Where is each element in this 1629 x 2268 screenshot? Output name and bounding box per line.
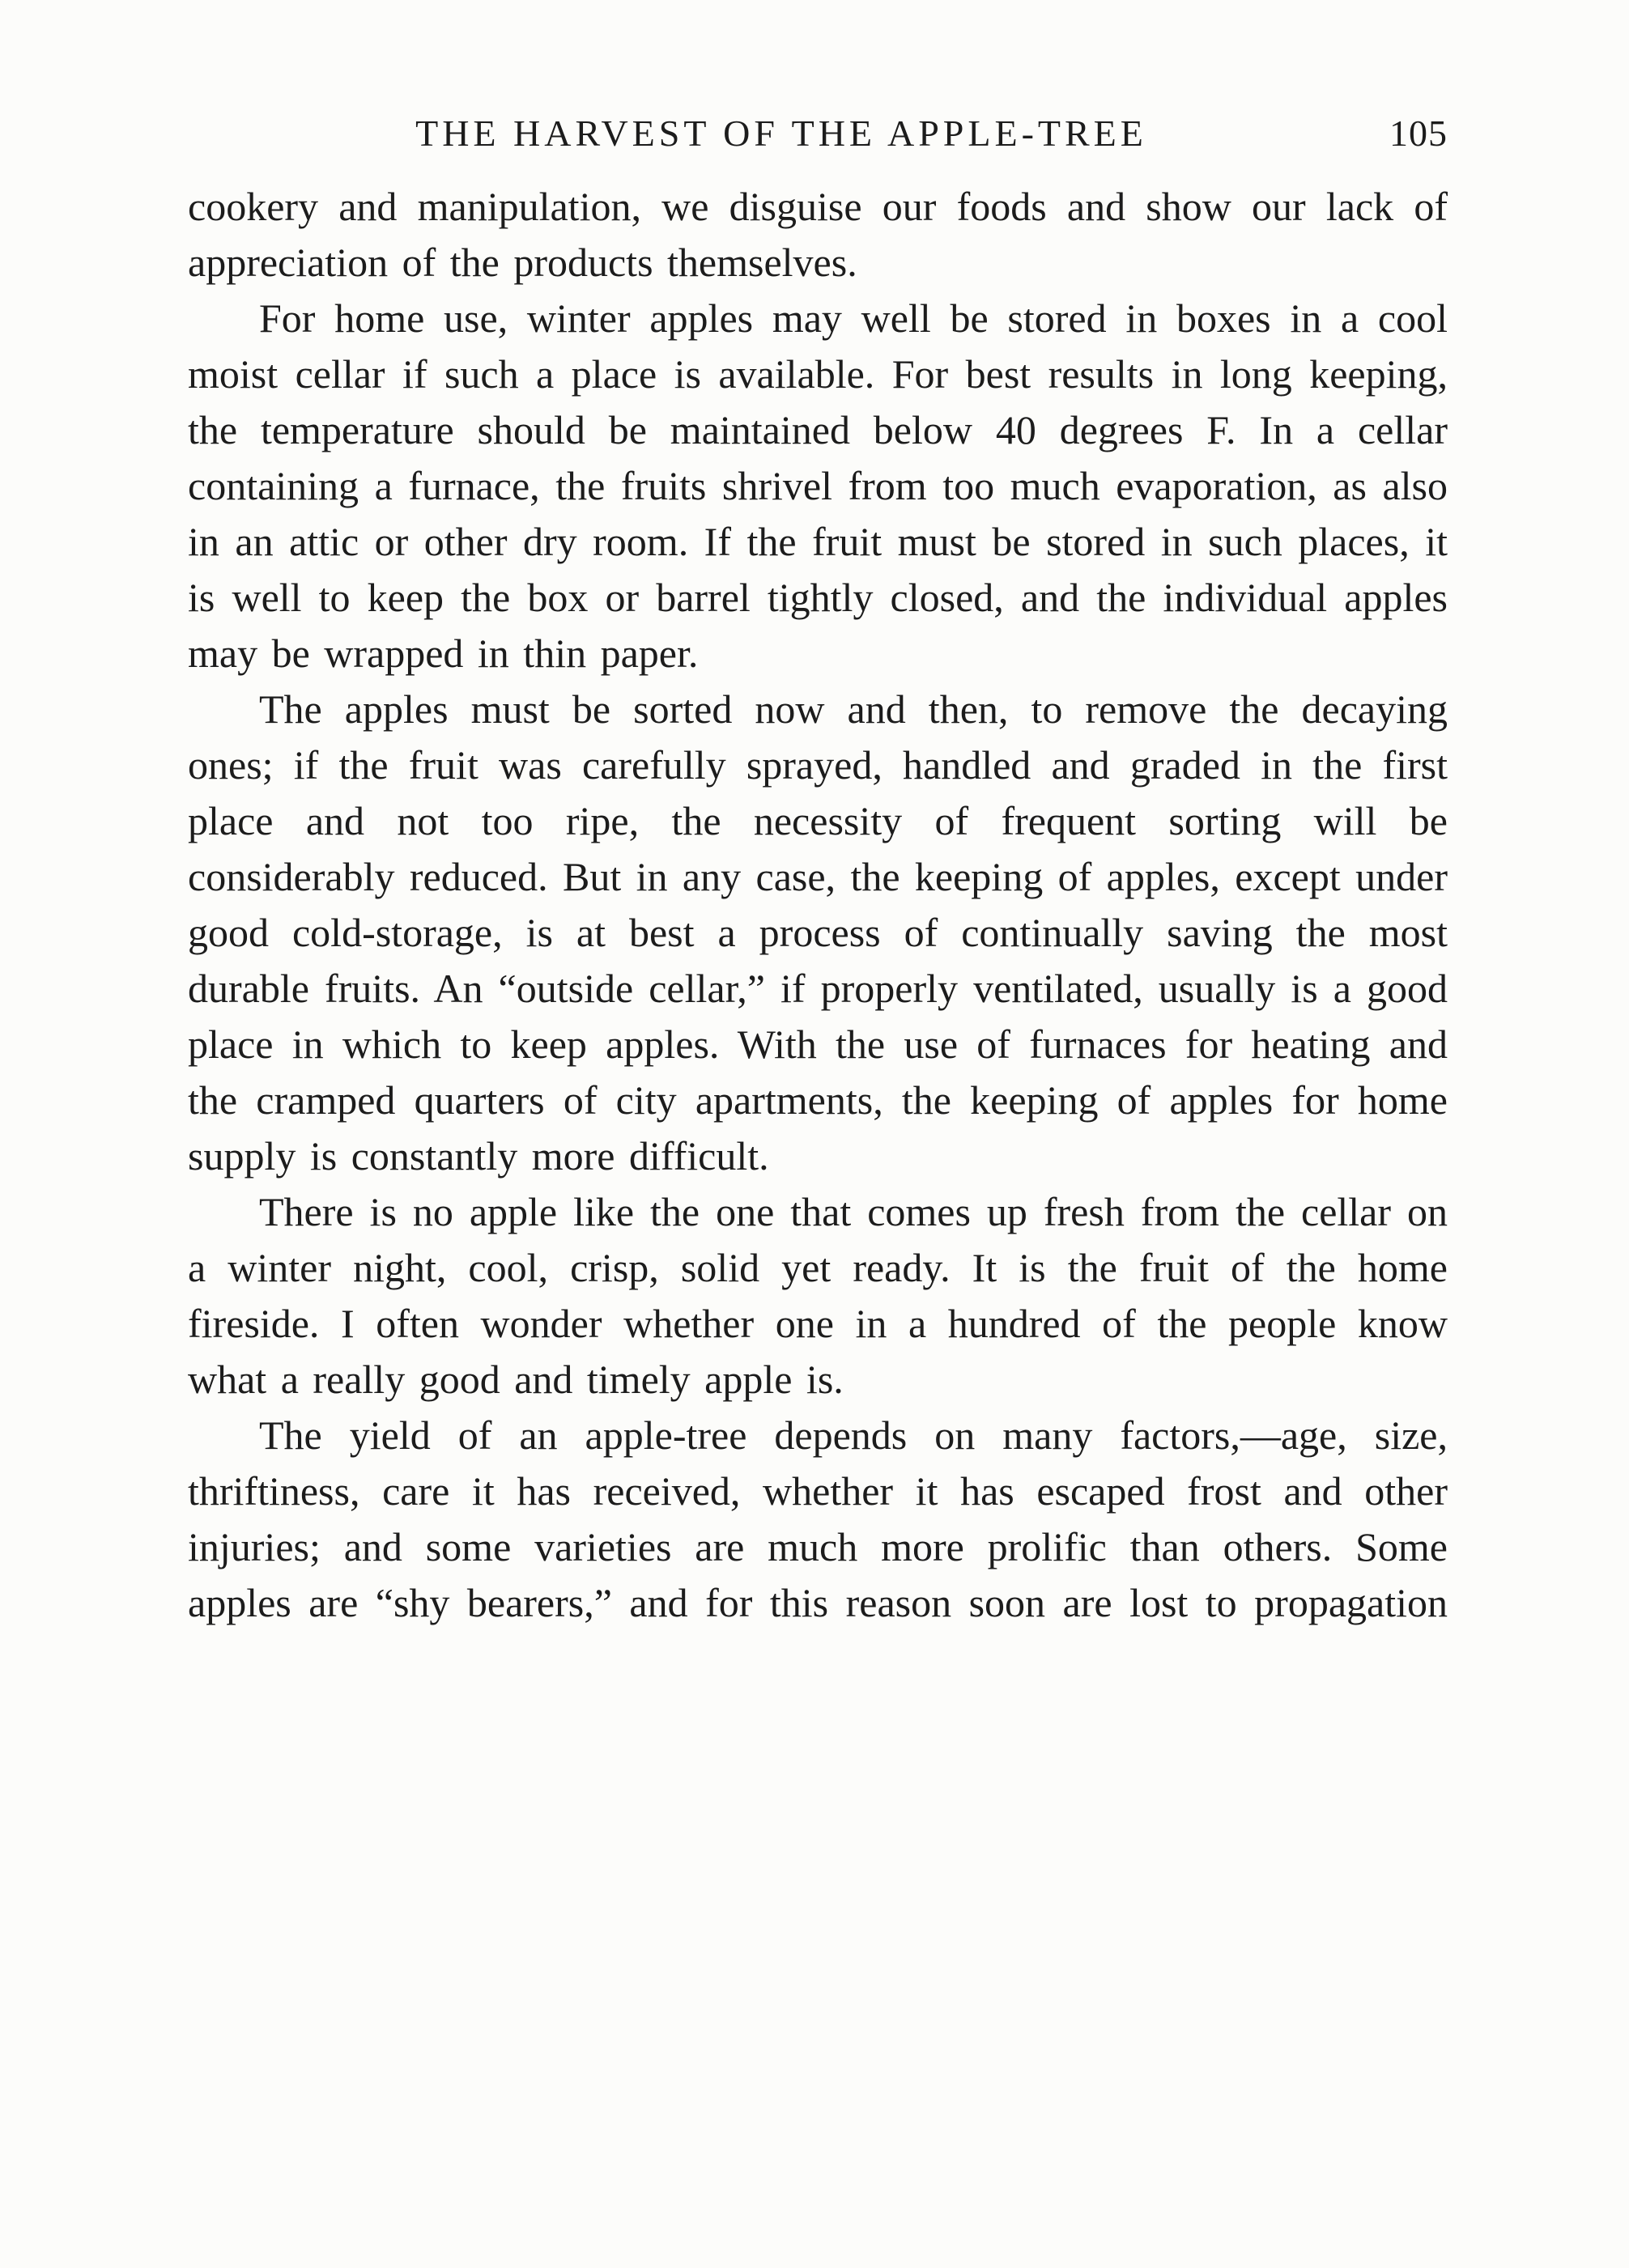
paragraph: cookery and manipulation, we disguise our foods and show our lack of appreciation of the products themselves. (188, 184, 1448, 285)
running-title: THE HARVEST OF THE APPLE-TREE (415, 113, 1147, 154)
paragraph: For home use, winter apples may well be stored in boxes in a cool moist cellar if such a place is available. For best results in long keeping, the temperature should be maintained below 40 degrees F. In a cellar containing a furnace, the fruits shrivel from too much evaporation, as also in an attic or other dry room. If the fruit must be stored in such places, it is well to keep the box or barrel tightly closed, and the individual apples may be wrapped in thin paper. (188, 295, 1448, 676)
text-block (188, 112, 1448, 1631)
page-number: 105 (1389, 113, 1448, 154)
paragraph: There is no apple like the one that comes up fresh from the cellar on a winter night, cool, crisp, solid yet ready. It is the fruit of the home fireside. I often wonder whether one in a hundred of the people know what a really good and timely apple is. (188, 1189, 1448, 1402)
paragraph: The apples must be sorted now and then, to remove the decaying ones; if the fruit was carefully sprayed, handled and graded in the first place and not too ripe, the necessity of frequent sorting will be considerably reduced. But in any case, the keeping of apples, except under good cold-storage, is at best a process of continually saving the most durable fruits. An “outside cellar,” if properly ventilated, usually is a good place in which to keep apples. With the use of furnaces for heating and the cramped quarters of city apartments, the keeping of apples for home supply is constantly more difficult. (188, 686, 1448, 1179)
paragraph: The yield of an apple-tree depends on many factors,—age, size, thriftiness, care it has received, whether it has escaped frost and other injuries; and some varieties are much more prolific than others. Some apples are “shy bearers,” and for this reason soon are lost to propagation (188, 1412, 1448, 1625)
page-body (188, 179, 1448, 1631)
page-header (188, 112, 1448, 155)
